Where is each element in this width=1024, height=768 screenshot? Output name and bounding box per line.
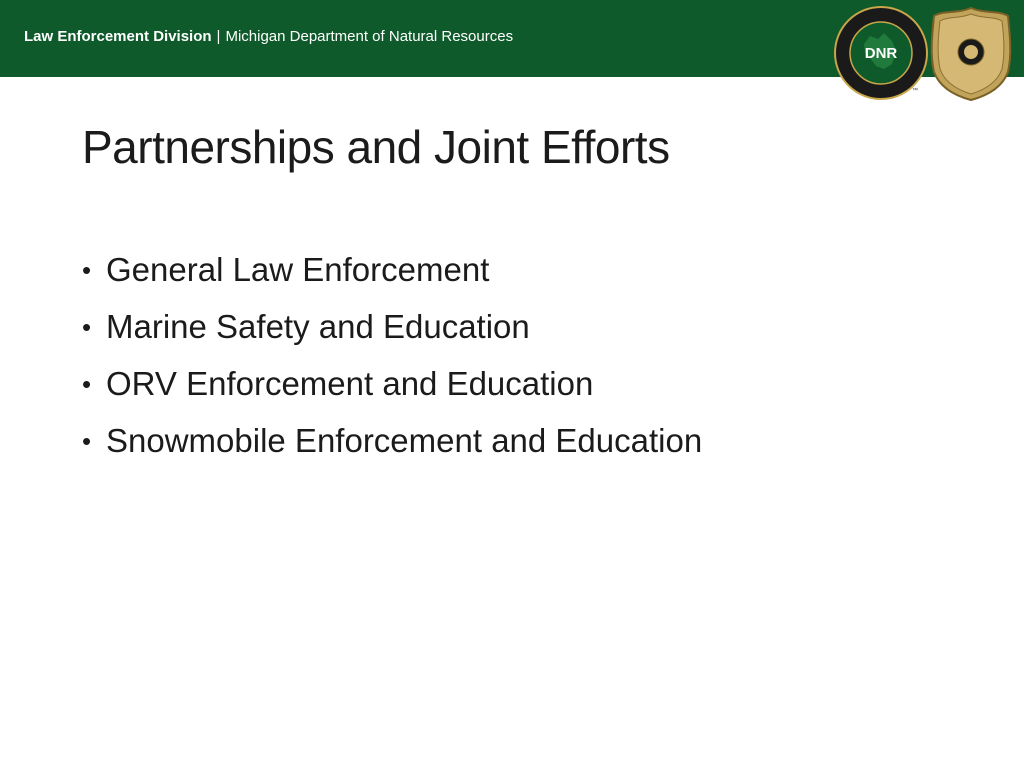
dnr-seal-icon [834, 6, 928, 100]
bullet-dot: • [82, 426, 92, 456]
slide-title: Partnerships and Joint Efforts [82, 121, 670, 173]
svg-text:DNR: DNR [864, 45, 898, 62]
header-separator: | [216, 28, 221, 45]
bullet-text: Snowmobile Enforcement and Education [106, 422, 703, 459]
header-text [24, 28, 513, 45]
conservation-officer-badge-icon [930, 6, 1012, 102]
bullet-dot: • [82, 369, 92, 399]
bullet-item [82, 419, 702, 476]
bullet-item [82, 248, 702, 305]
department-name: Michigan Department of Natural Resources [225, 28, 514, 45]
bullet-text: Marine Safety and Education [106, 308, 530, 345]
division-name: Law Enforcement Division [24, 28, 212, 45]
bullet-list [82, 248, 702, 476]
bullet-text: General Law Enforcement [106, 251, 490, 288]
bullet-text: ORV Enforcement and Education [106, 365, 594, 402]
bullet-item [82, 305, 702, 362]
trademark-symbol: ™ [912, 88, 918, 94]
logos [834, 6, 1014, 102]
bullet-dot: • [82, 255, 92, 285]
bullet-dot: • [82, 312, 92, 342]
bullet-item [82, 362, 702, 419]
